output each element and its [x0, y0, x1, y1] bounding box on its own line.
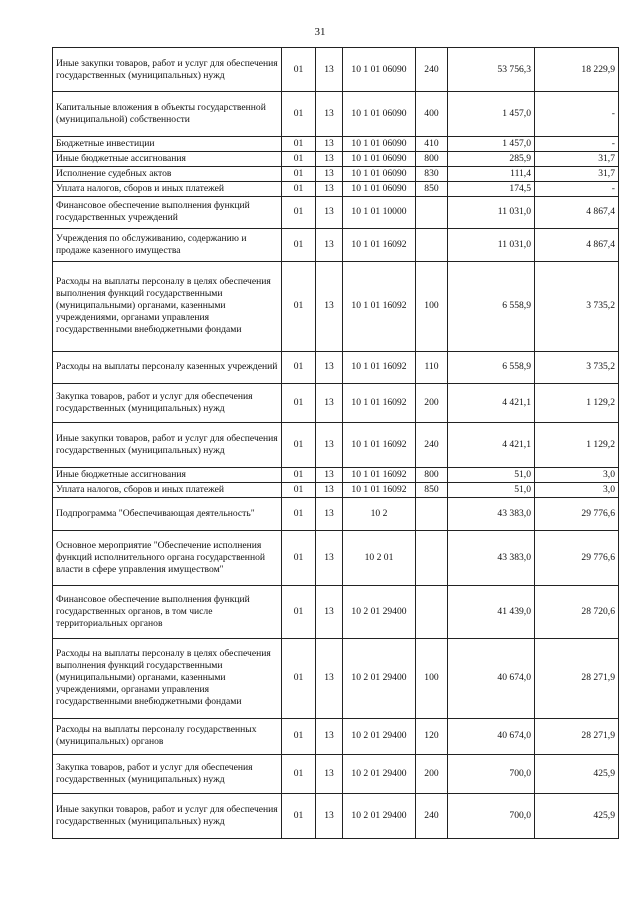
table-row [53, 530, 619, 585]
table-row [53, 181, 619, 196]
expense-name-cell: Расходы на выплаты персоналу государственных (муниципальных) органов [53, 718, 282, 754]
expense-type-cell: 200 [416, 383, 448, 422]
section-code-cell: 13 [316, 530, 343, 585]
budget-table-body [53, 48, 619, 839]
expense-type-cell: 830 [416, 166, 448, 181]
executed-amount-cell: 4 867,4 [535, 196, 619, 228]
section-code-cell: 13 [316, 793, 343, 838]
executed-amount-cell: 28 271,9 [535, 638, 619, 718]
ministry-code-cell: 01 [282, 383, 316, 422]
planned-amount-cell: 40 674,0 [448, 638, 535, 718]
section-code-cell: 13 [316, 92, 343, 137]
ministry-code-cell: 01 [282, 754, 316, 793]
section-code-cell: 13 [316, 718, 343, 754]
planned-amount-cell: 111,4 [448, 166, 535, 181]
executed-amount-cell: - [535, 181, 619, 196]
expense-type-cell: 120 [416, 718, 448, 754]
ministry-code-cell: 01 [282, 137, 316, 152]
budget-table [52, 47, 619, 839]
ministry-code-cell: 01 [282, 181, 316, 196]
table-row [53, 422, 619, 467]
expense-name-cell: Уплата налогов, сборов и иных платежей [53, 181, 282, 196]
executed-amount-cell: 28 720,6 [535, 585, 619, 638]
expense-type-cell [416, 228, 448, 261]
target-article-cell: 10 2 01 29400 [343, 638, 416, 718]
section-code-cell: 13 [316, 638, 343, 718]
expense-type-cell: 240 [416, 793, 448, 838]
expense-type-cell: 400 [416, 92, 448, 137]
section-code-cell: 13 [316, 467, 343, 482]
executed-amount-cell: 31,7 [535, 152, 619, 167]
ministry-code-cell: 01 [282, 92, 316, 137]
ministry-code-cell: 01 [282, 530, 316, 585]
target-article-cell: 10 2 [343, 497, 416, 530]
planned-amount-cell: 1 457,0 [448, 92, 535, 137]
target-article-cell: 10 1 01 16092 [343, 351, 416, 383]
table-row [53, 754, 619, 793]
table-row [53, 228, 619, 261]
section-code-cell: 13 [316, 228, 343, 261]
target-article-cell: 10 2 01 29400 [343, 793, 416, 838]
planned-amount-cell: 700,0 [448, 754, 535, 793]
expense-type-cell: 800 [416, 467, 448, 482]
section-code-cell: 13 [316, 754, 343, 793]
ministry-code-cell: 01 [282, 152, 316, 167]
target-article-cell: 10 2 01 29400 [343, 585, 416, 638]
table-row [53, 638, 619, 718]
expense-type-cell [416, 585, 448, 638]
expense-type-cell: 850 [416, 482, 448, 497]
section-code-cell: 13 [316, 422, 343, 467]
target-article-cell: 10 1 01 16092 [343, 383, 416, 422]
expense-type-cell: 200 [416, 754, 448, 793]
expense-name-cell: Закупка товаров, работ и услуг для обеспечения государственных (муниципальных) нужд [53, 754, 282, 793]
executed-amount-cell: 3,0 [535, 482, 619, 497]
target-article-cell: 10 1 01 06090 [343, 152, 416, 167]
executed-amount-cell: - [535, 92, 619, 137]
ministry-code-cell: 01 [282, 638, 316, 718]
table-row [53, 137, 619, 152]
planned-amount-cell: 285,9 [448, 152, 535, 167]
planned-amount-cell: 174,5 [448, 181, 535, 196]
expense-name-cell: Закупка товаров, работ и услуг для обеспечения государственных (муниципальных) нужд [53, 383, 282, 422]
expense-type-cell [416, 497, 448, 530]
section-code-cell: 13 [316, 383, 343, 422]
ministry-code-cell: 01 [282, 718, 316, 754]
target-article-cell: 10 2 01 29400 [343, 718, 416, 754]
planned-amount-cell: 1 457,0 [448, 137, 535, 152]
planned-amount-cell: 51,0 [448, 467, 535, 482]
expense-type-cell: 850 [416, 181, 448, 196]
planned-amount-cell: 53 756,3 [448, 48, 535, 92]
expense-type-cell: 100 [416, 638, 448, 718]
table-row [53, 718, 619, 754]
executed-amount-cell: 31,7 [535, 166, 619, 181]
target-article-cell: 10 1 01 06090 [343, 92, 416, 137]
planned-amount-cell: 6 558,9 [448, 261, 535, 351]
target-article-cell: 10 1 01 10000 [343, 196, 416, 228]
expense-name-cell: Финансовое обеспечение выполнения функций государственных органов, в том числе территориальных органов [53, 585, 282, 638]
table-row [53, 383, 619, 422]
expense-name-cell: Уплата налогов, сборов и иных платежей [53, 482, 282, 497]
table-row [53, 261, 619, 351]
table-row [53, 196, 619, 228]
planned-amount-cell: 41 439,0 [448, 585, 535, 638]
section-code-cell: 13 [316, 261, 343, 351]
target-article-cell: 10 1 01 16092 [343, 422, 416, 467]
section-code-cell: 13 [316, 152, 343, 167]
target-article-cell: 10 2 01 29400 [343, 754, 416, 793]
section-code-cell: 13 [316, 181, 343, 196]
expense-type-cell: 240 [416, 48, 448, 92]
expense-name-cell: Финансовое обеспечение выполнения функций государственных учреждений [53, 196, 282, 228]
ministry-code-cell: 01 [282, 351, 316, 383]
expense-name-cell: Учреждения по обслуживанию, содержанию и продаже казенного имущества [53, 228, 282, 261]
planned-amount-cell: 11 031,0 [448, 196, 535, 228]
target-article-cell: 10 1 01 16092 [343, 261, 416, 351]
expense-name-cell: Иные бюджетные ассигнования [53, 152, 282, 167]
expense-name-cell: Основное мероприятие "Обеспечение исполнения функций исполнительного органа государственной власти в сфере управления имуществом" [53, 530, 282, 585]
expense-name-cell: Иные закупки товаров, работ и услуг для обеспечения государственных (муниципальных) нужд [53, 48, 282, 92]
ministry-code-cell: 01 [282, 196, 316, 228]
table-row [53, 585, 619, 638]
section-code-cell: 13 [316, 497, 343, 530]
executed-amount-cell: 29 776,6 [535, 530, 619, 585]
ministry-code-cell: 01 [282, 467, 316, 482]
table-row [53, 351, 619, 383]
expense-name-cell: Расходы на выплаты персоналу в целях обеспечения выполнения функций государственными (муниципальными) органами, казенными учреждениями, органами управления государственными внебюджетными фондами [53, 261, 282, 351]
ministry-code-cell: 01 [282, 497, 316, 530]
planned-amount-cell: 700,0 [448, 793, 535, 838]
expense-name-cell: Подпрограмма "Обеспечивающая деятельность" [53, 497, 282, 530]
table-row [53, 467, 619, 482]
table-row [53, 482, 619, 497]
table-row [53, 497, 619, 530]
table-row [53, 166, 619, 181]
executed-amount-cell: 3,0 [535, 467, 619, 482]
ministry-code-cell: 01 [282, 482, 316, 497]
ministry-code-cell: 01 [282, 793, 316, 838]
ministry-code-cell: 01 [282, 48, 316, 92]
expense-name-cell: Иные закупки товаров, работ и услуг для обеспечения государственных (муниципальных) нужд [53, 793, 282, 838]
section-code-cell: 13 [316, 196, 343, 228]
ministry-code-cell: 01 [282, 228, 316, 261]
section-code-cell: 13 [316, 351, 343, 383]
table-row [53, 92, 619, 137]
target-article-cell: 10 1 01 16092 [343, 467, 416, 482]
expense-name-cell: Исполнение судебных актов [53, 166, 282, 181]
ministry-code-cell: 01 [282, 166, 316, 181]
expense-type-cell [416, 196, 448, 228]
planned-amount-cell: 11 031,0 [448, 228, 535, 261]
target-article-cell: 10 1 01 06090 [343, 181, 416, 196]
executed-amount-cell: 18 229,9 [535, 48, 619, 92]
section-code-cell: 13 [316, 482, 343, 497]
expense-name-cell: Иные закупки товаров, работ и услуг для обеспечения государственных (муниципальных) нужд [53, 422, 282, 467]
section-code-cell: 13 [316, 137, 343, 152]
target-article-cell: 10 2 01 [343, 530, 416, 585]
executed-amount-cell: 425,9 [535, 754, 619, 793]
executed-amount-cell: 4 867,4 [535, 228, 619, 261]
table-row [53, 793, 619, 838]
planned-amount-cell: 6 558,9 [448, 351, 535, 383]
planned-amount-cell: 40 674,0 [448, 718, 535, 754]
target-article-cell: 10 1 01 06090 [343, 166, 416, 181]
expense-type-cell [416, 530, 448, 585]
table-row [53, 48, 619, 92]
planned-amount-cell: 51,0 [448, 482, 535, 497]
expense-name-cell: Капитальные вложения в объекты государственной (муниципальной) собственности [53, 92, 282, 137]
target-article-cell: 10 1 01 06090 [343, 137, 416, 152]
expense-name-cell: Расходы на выплаты персоналу казенных учреждений [53, 351, 282, 383]
expense-type-cell: 800 [416, 152, 448, 167]
executed-amount-cell: 1 129,2 [535, 383, 619, 422]
planned-amount-cell: 4 421,1 [448, 383, 535, 422]
section-code-cell: 13 [316, 585, 343, 638]
executed-amount-cell: 29 776,6 [535, 497, 619, 530]
target-article-cell: 10 1 01 16092 [343, 228, 416, 261]
target-article-cell: 10 1 01 16092 [343, 482, 416, 497]
expense-name-cell: Иные бюджетные ассигнования [53, 467, 282, 482]
ministry-code-cell: 01 [282, 585, 316, 638]
planned-amount-cell: 43 383,0 [448, 497, 535, 530]
expense-type-cell: 110 [416, 351, 448, 383]
executed-amount-cell: 28 271,9 [535, 718, 619, 754]
expense-type-cell: 100 [416, 261, 448, 351]
expense-name-cell: Расходы на выплаты персоналу в целях обеспечения выполнения функций государственными (муниципальными) органами, казенными учреждениями, органами управления государственными внебюджетными фондами [53, 638, 282, 718]
executed-amount-cell: 3 735,2 [535, 351, 619, 383]
target-article-cell: 10 1 01 06090 [343, 48, 416, 92]
ministry-code-cell: 01 [282, 422, 316, 467]
section-code-cell: 13 [316, 48, 343, 92]
table-row [53, 152, 619, 167]
expense-name-cell: Бюджетные инвестиции [53, 137, 282, 152]
executed-amount-cell: 3 735,2 [535, 261, 619, 351]
planned-amount-cell: 43 383,0 [448, 530, 535, 585]
page-number: 31 [314, 26, 326, 38]
ministry-code-cell: 01 [282, 261, 316, 351]
section-code-cell: 13 [316, 166, 343, 181]
expense-type-cell: 240 [416, 422, 448, 467]
executed-amount-cell: 1 129,2 [535, 422, 619, 467]
planned-amount-cell: 4 421,1 [448, 422, 535, 467]
executed-amount-cell: 425,9 [535, 793, 619, 838]
expense-type-cell: 410 [416, 137, 448, 152]
executed-amount-cell: - [535, 137, 619, 152]
